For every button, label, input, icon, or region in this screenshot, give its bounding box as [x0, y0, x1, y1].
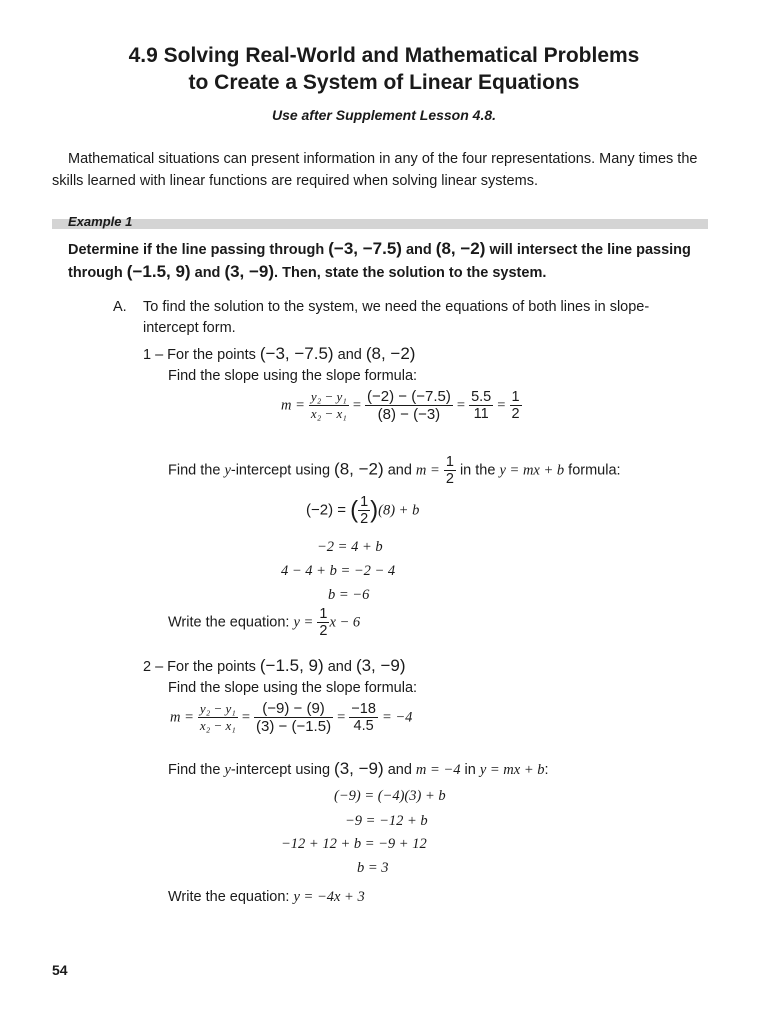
step1-eq-3: 4 − 4 + b = −2 − 4: [281, 563, 396, 579]
step1-yint-text: Find the y-intercept using (8, −2) and m = $\frac{1}{2}$ in the y = mx + b formula:: [168, 454, 621, 487]
example-bar: [52, 219, 708, 229]
intro-paragraph: Mathematical situations can present information in any of the four representations. Many times the skills learned with linear functions are required when solving linear systems.: [52, 151, 698, 189]
step1-frac-values: $\frac{(-2) - (-7.5)}{(8) - (-3)}$: [367, 388, 451, 423]
problem-text-3: . Then, state the solution to the system.: [274, 265, 547, 281]
step1-frac-result: $\frac{1}{2}$: [511, 389, 520, 422]
step2-point-a: (−1.5, 9): [259, 656, 324, 675]
point-2: (8, −2): [435, 239, 486, 258]
part-a-letter: A.: [113, 299, 127, 315]
step2-eq-1: (−9) = (−4)(3) + b: [334, 788, 446, 804]
page-number: 54: [52, 962, 68, 978]
point-3: (−1.5, 9): [126, 262, 191, 281]
step2-write-equation: Write the equation: y = −4x + 3: [168, 889, 365, 905]
step2-yint-text: Find the y-intercept using (3, −9) and m = −4 in y = mx + b:: [168, 759, 549, 778]
problem-text-2: will intersect the line passing through: [68, 242, 691, 281]
step1-point-b: (8, −2): [365, 344, 416, 363]
title-line-2: to Create a System of Linear Equations: [188, 71, 580, 94]
step1-and: and: [337, 347, 362, 363]
problem-statement: [68, 238, 708, 284]
step1-slope-text: Find the slope using the slope formula:: [168, 368, 418, 384]
step2-and: and: [327, 659, 352, 675]
part-a-line-2: intercept form.: [143, 320, 236, 336]
step1-heading-text: 1 – For the points: [143, 347, 256, 363]
step2-heading: [143, 656, 406, 677]
part-a-line-1: To find the solution to the system, we need the equations of both lines in slope-: [143, 299, 650, 315]
step2-eq-2: −9 = −12 + b: [345, 813, 428, 829]
point-4: (3, −9): [224, 262, 275, 281]
point-1: (−3, −7.5): [328, 239, 402, 258]
problem-text-1: Determine if the line passing through: [68, 242, 325, 258]
step1-heading: [143, 344, 415, 365]
step1-eq-4: b = −6: [328, 587, 370, 603]
step1-m: m =: [281, 397, 305, 414]
step1-slope-formula: m = $\frac{\text{y₂ − y₁}}{\text{x₂ − x₁}}$ = $\frac{(-2) - (-7.5)}{(8) - (-3)}$ = $\frac{5.5}{11}$ = $\frac{1}{2}$: [281, 388, 520, 423]
step2-point-b: (3, −9): [355, 656, 406, 675]
step2-slope-formula: m = $\frac{\text{y₂ − y₁}}{\text{x₂ − x₁}}$ = $\frac{(-9) - (9)}{(3) - (-1.5)}$ = $\frac{-18}{4.5}$ = −4: [170, 700, 413, 735]
step1-frac-generic: $\frac{\text{y₂ − y₁}}{\text{x₂ − x₁}}$: [310, 389, 347, 421]
step2-eq-4: b = 3: [357, 860, 389, 876]
step1-point-a: (−3, −7.5): [259, 344, 334, 363]
step2-heading-text: 2 – For the points: [143, 659, 256, 675]
step1-frac-decimal: $\frac{5.5}{11}$: [471, 389, 492, 422]
title-line-1: 4.9 Solving Real-World and Mathematical Problems: [128, 44, 640, 67]
example-label: Example 1: [68, 214, 133, 229]
step1-eq-1: (−2) = ( $\frac{1}{2}$ )(8) + b: [306, 494, 420, 527]
step2-eq-3: −12 + 12 + b = −9 + 12: [281, 836, 427, 852]
step1-eq-2: −2 = 4 + b: [317, 539, 383, 555]
problem-and-1: and: [405, 242, 432, 258]
page-title: [0, 42, 768, 96]
problem-and-2: and: [194, 265, 221, 281]
subtitle: Use after Supplement Lesson 4.8.: [271, 107, 497, 123]
step1-write-equation: Write the equation: y = $\frac{1}{2}$ x − 6: [168, 606, 361, 639]
step2-slope-text: Find the slope using the slope formula:: [168, 680, 418, 696]
